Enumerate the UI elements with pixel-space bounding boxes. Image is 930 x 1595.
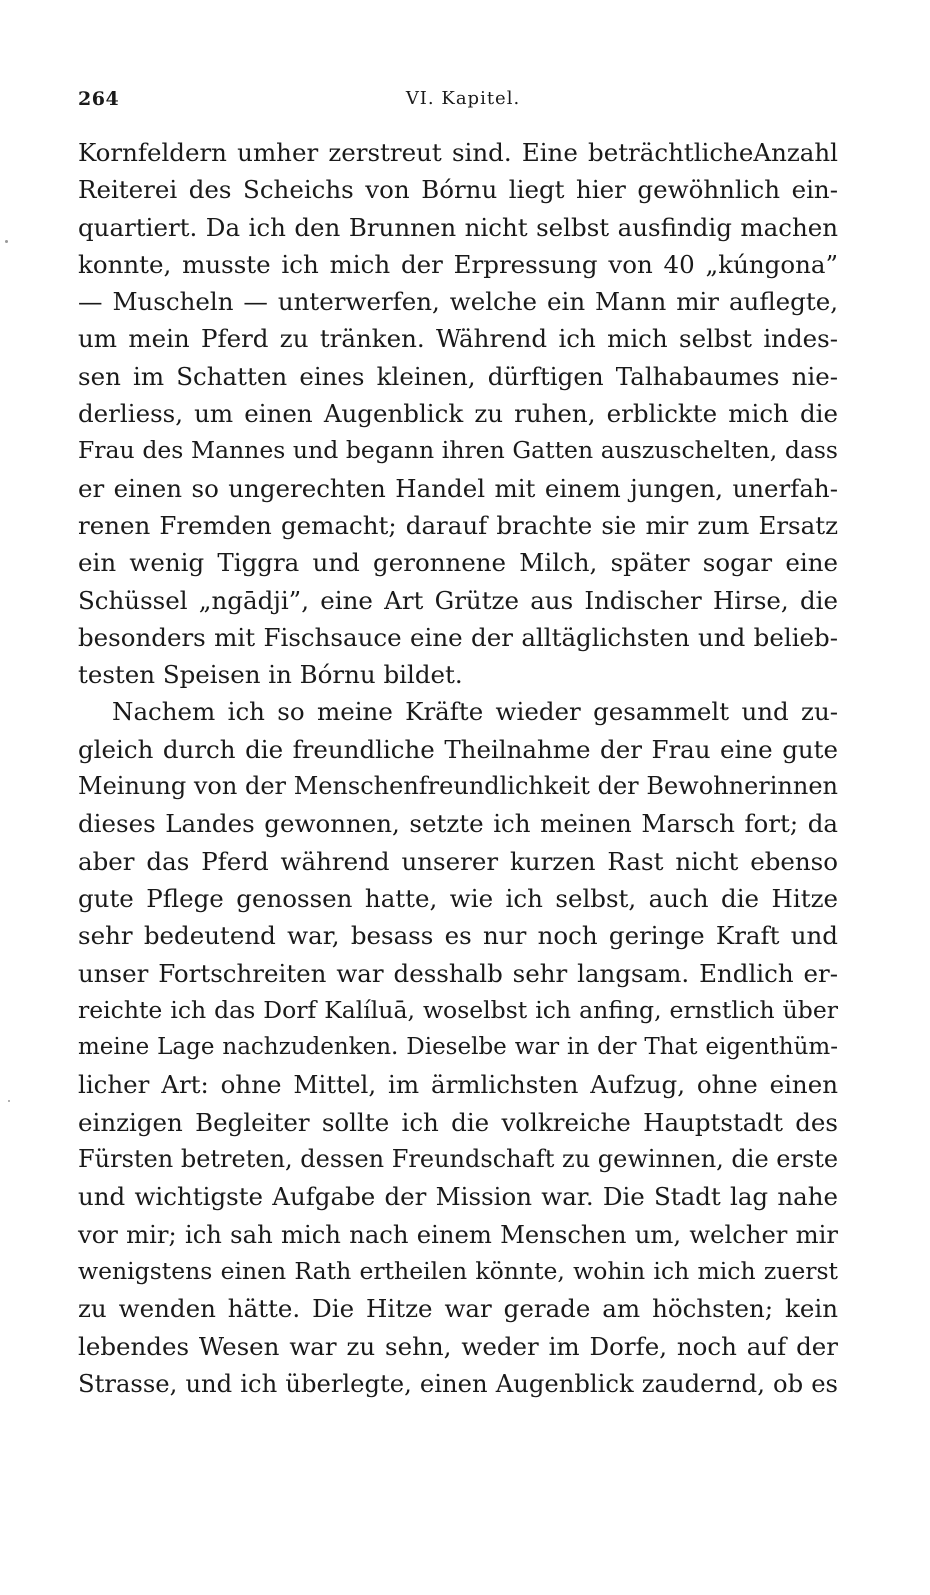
text-line: besonders mit Fischsauce eine der alltäglichsten und belieb- (78, 622, 838, 652)
text-line: Fürsten betreten, dessen Freundschaft zu gewinnen, die erste (78, 1145, 839, 1174)
paragraph-end-line: testen Speisen in Bórnu bildet. (78, 660, 463, 690)
text-line: gute Pflege genossen hatte, wie ich selbst, auch die Hitze (78, 883, 838, 913)
text-line: derliess, um einen Augenblick zu ruhen, erblickte mich die (78, 399, 838, 429)
text-line: Kornfeldern umher zerstreut sind. Eine beträchtlicheAnzahl (78, 138, 838, 167)
text-line: Schüssel „ngādji”, eine Art Grütze aus Indischer Hirse, die (78, 585, 838, 615)
text-line: licher Art: ohne Mittel, im ärmlichsten Aufzug, ohne einen (78, 1070, 838, 1100)
text-line: um mein Pferd zu tränken. Während ich mich selbst indes- (78, 324, 838, 354)
page-number: 264 (78, 88, 120, 110)
scan-speck (8, 1100, 10, 1102)
text-line: Reiterei des Scheichs von Bórnu liegt hier gewöhnlich ein- (78, 175, 838, 205)
text-line: reichte ich das Dorf Kalíluā, woselbst ich anfing, ernstlich über (78, 995, 838, 1024)
text-line: gleich durch die freundliche Theilnahme der Frau eine gute (78, 734, 838, 764)
text-line: er einen so ungerechten Handel mit einem jungen, unerfah- (78, 473, 838, 503)
text-line: Frau des Mannes und begann ihren Gatten auszuschelten, dass (78, 436, 838, 465)
text-line: Meinung von der Menschenfreundlichkeit der Bewohnerinnen (78, 772, 838, 801)
text-line: unser Fortschreiten war desshalb sehr langsam. Endlich er- (78, 958, 838, 988)
text-line: zu wenden hätte. Die Hitze war gerade am höchsten; kein (78, 1294, 838, 1324)
text-line: dieses Landes gewonnen, setzte ich meinen Marsch fort; da (78, 809, 838, 839)
text-line: einzigen Begleiter sollte ich die volkreiche Hauptstadt des (78, 1107, 838, 1137)
page-header (78, 88, 848, 116)
text-line: ein wenig Tiggra und geronnene Milch, später sogar eine (78, 548, 838, 578)
text-line: meine Lage nachzudenken. Dieselbe war in der That eigenthüm- (78, 1034, 838, 1061)
text-line: quartiert. Da ich den Brunnen nicht selbst ausfindig machen (78, 212, 838, 242)
text-line: wenigstens einen Rath ertheilen könnte, wohin ich mich zuerst (78, 1256, 838, 1285)
text-line: lebendes Wesen war zu sehn, weder im Dorfe, noch auf der (78, 1331, 838, 1361)
text-line: sen im Schatten eines kleinen, dürftigen Talhabaumes nie- (78, 361, 838, 391)
text-line: und wichtigste Aufgabe der Mission war. Die Stadt lag nahe (78, 1182, 838, 1212)
paragraph-start-line: Nachem ich so meine Kräfte wieder gesammelt und zu- (112, 697, 838, 727)
text-line: — Muscheln — unterwerfen, welche ein Mann mir auflegte, (78, 287, 838, 317)
text-line: Strasse, und ich überlegte, einen Augenblick zaudernd, ob es (78, 1368, 838, 1398)
text-line: sehr bedeutend war, besass es nur noch geringe Kraft und (78, 921, 838, 951)
scan-speck (5, 240, 8, 243)
text-line: konnte, musste ich mich der Erpressung von 40 „kúngona” (78, 249, 838, 279)
text-line: vor mir; ich sah mich nach einem Menschen um, welcher mir (78, 1219, 838, 1249)
body-text (78, 134, 838, 1402)
text-line: aber das Pferd während unserer kurzen Rast nicht ebenso (78, 846, 838, 876)
running-head: VI. Kapitel. (405, 88, 521, 109)
text-line: renen Fremden gemacht; darauf brachte sie mir zum Ersatz (78, 510, 838, 540)
